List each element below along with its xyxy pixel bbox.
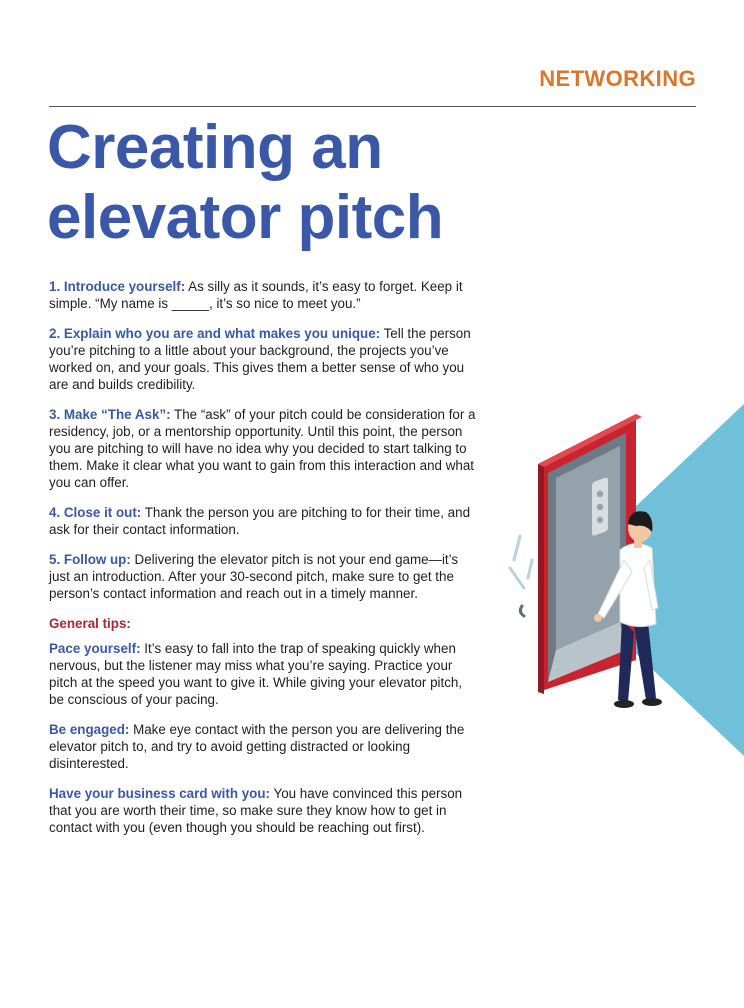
article-body	[49, 278, 479, 849]
step-2	[49, 325, 479, 393]
step-5-text: Delivering the elevator pitch is not your end game—it’s just an introduction. After your 30-second pitch, make sure to get the person’s contact information and reach out in a timely manner.	[49, 552, 459, 601]
step-4-text: Thank the person you are pitching to for their time, and ask for their contact information.	[49, 505, 471, 537]
step-2-lead: 2. Explain who you are and what makes you unique:	[49, 326, 381, 341]
step-5	[49, 551, 479, 602]
page-title-line-2: elevator pitch	[47, 183, 444, 252]
tip-2-lead: Be engaged:	[49, 722, 130, 737]
tip-3	[49, 785, 479, 836]
tip-1-lead: Pace yourself:	[49, 641, 141, 656]
elevator-illustration	[500, 400, 744, 760]
page-title-line-1: Creating an	[47, 113, 383, 182]
step-1-lead: 1. Introduce yourself:	[49, 279, 186, 294]
step-3-lead: 3. Make “The Ask”:	[49, 407, 171, 422]
tip-1	[49, 640, 479, 708]
tip-3-lead: Have your business card with you:	[49, 786, 271, 801]
tip-2	[49, 721, 479, 772]
motion-lines-icon	[510, 536, 532, 616]
step-3	[49, 406, 479, 491]
step-1	[49, 278, 479, 312]
step-3-text: The “ask” of your pitch could be consideration for a residency, job, or a mentorship opportunity. Until this point, the person you are pitching to will have no idea why you decided to start talking to them. Make it clear what you want to gain from this interaction and what you can offer.	[49, 407, 476, 490]
tip-1-text: It’s easy to fall into the trap of speaking quickly when nervous, but the listener may miss what you’re saying. Practice your pitch at the speed you want to give it. While giving your elevator pitch, be conscious of your pacing.	[49, 641, 463, 707]
tip-3-text: You have convinced this person that you are worth their time, so make sure they know how to get in contact with you (even though you should be reaching out first).	[49, 786, 463, 835]
section-label: NETWORKING	[539, 66, 696, 91]
header-divider	[49, 106, 696, 107]
step-4-lead: 4. Close it out:	[49, 505, 142, 520]
step-5-lead: 5. Follow up:	[49, 552, 131, 567]
tip-2-text: Make eye contact with the person you are delivering the elevator pitch to, and try to avoid getting distracted or looking disinterested.	[49, 722, 465, 771]
step-4	[49, 504, 479, 538]
tips-heading: General tips:	[49, 616, 131, 631]
step-2-text: Tell the person you’re pitching to a little about your background, the projects you’ve worked on, and your goals. This gives them a better sense of who you are and builds credibility.	[49, 326, 471, 392]
page-title	[47, 113, 443, 253]
step-1-text: As silly as it sounds, it’s easy to forget. Keep it simple. “My name is _____, it’s so nice to meet you.”	[49, 279, 463, 311]
